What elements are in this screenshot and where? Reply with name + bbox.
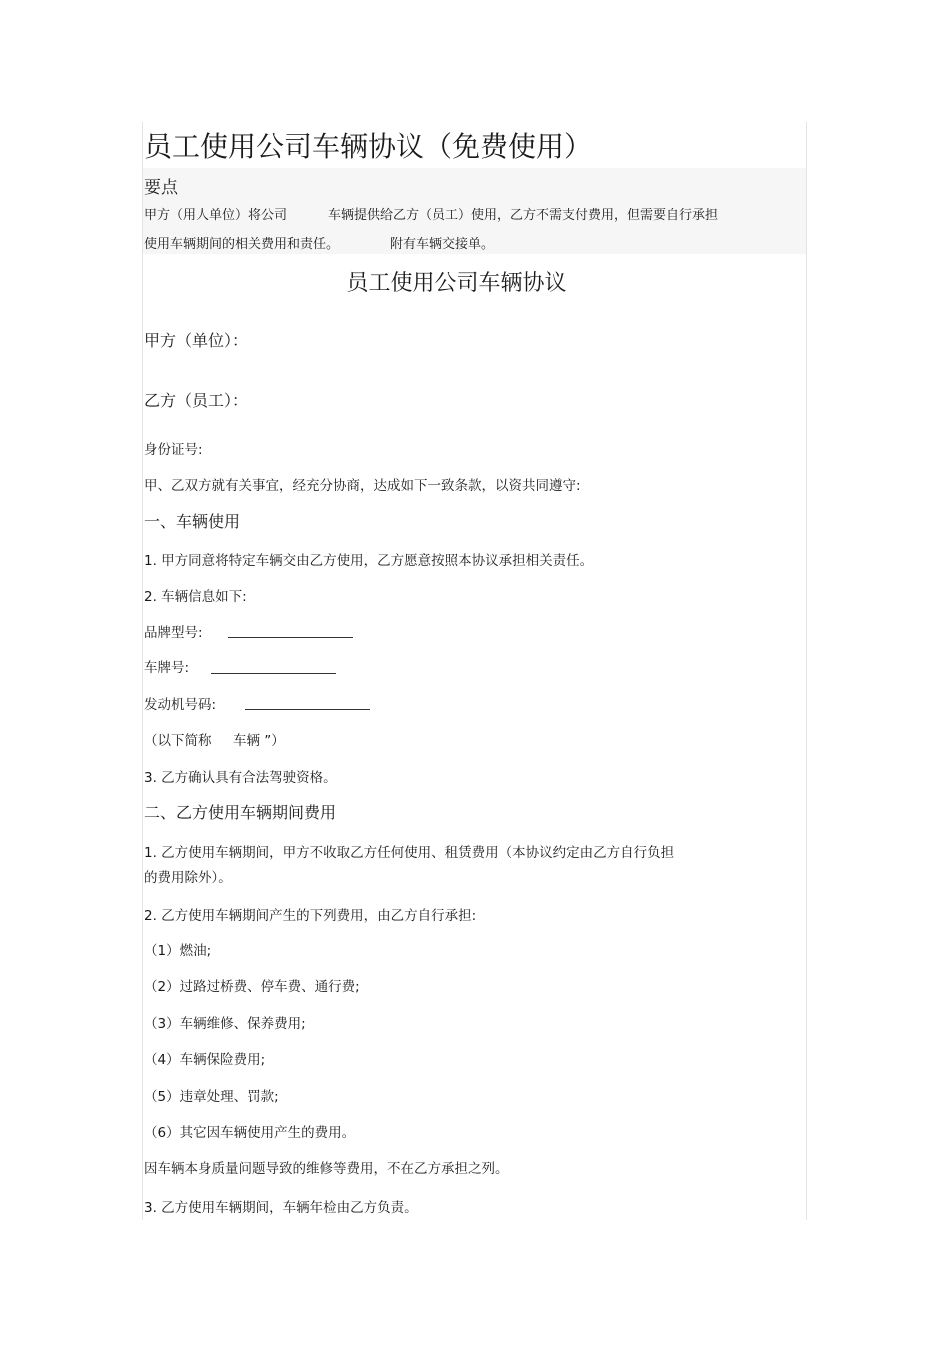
section2-item1-line1: 1. 乙方使用车辆期间，甲方不收取乙方任何使用、租赁费用（本协议约定由乙方自行负担	[144, 845, 675, 861]
party-b-label: 乙方（员工）：	[144, 391, 249, 410]
summary-line2-part1: 使用车辆期间的相关费用和责任。	[144, 237, 340, 252]
agreement-subtitle: 员工使用公司车辆协议	[346, 271, 567, 296]
plate-number-label: 车牌号:	[144, 660, 190, 676]
engine-number-blank	[245, 709, 370, 710]
document-title: 员工使用公司车辆协议（免费使用）	[144, 130, 593, 163]
section2-item3: 3. 乙方使用车辆期间，车辆年检由乙方负责。	[144, 1200, 418, 1216]
fee-item: （2）过路过桥费、停车费、通行费;	[144, 979, 360, 995]
section1-item2: 2. 车辆信息如下:	[144, 589, 247, 605]
party-a-label: 甲方（单位）：	[144, 331, 249, 350]
section2-item1-line2: 的费用除外）。	[144, 870, 232, 886]
intro-paragraph: 甲、乙双方就有关事宜，经充分协商，达成如下一致条款，以资共同遵守:	[144, 478, 581, 494]
abbreviation-note-part1: （以下简称	[144, 733, 212, 749]
plate-number-blank	[211, 673, 336, 674]
section2-heading: 二、乙方使用车辆期间费用	[144, 803, 337, 822]
brand-model-label: 品牌型号:	[144, 625, 203, 641]
fee-item: （1）燃油;	[144, 943, 212, 959]
fee-item: （4）车辆保险费用;	[144, 1052, 266, 1068]
exclusion-clause: 因车辆本身质量问题导致的维修等费用，不在乙方承担之列。	[144, 1161, 509, 1177]
summary-line2-part2: 附有车辆交接单。	[390, 237, 495, 252]
fee-item: （5）违章处理、罚款;	[144, 1089, 279, 1105]
brand-model-blank	[228, 637, 353, 638]
summary-line1-part2: 车辆提供给乙方（员工）使用，乙方不需支付费用，但需要自行承担	[328, 208, 719, 223]
fee-item: （3）车辆维修、保养费用;	[144, 1016, 306, 1032]
summary-line1-part1: 甲方（用人单位）将公司	[144, 208, 288, 223]
section1-heading: 一、车辆使用	[144, 512, 241, 531]
section1-item1: 1. 甲方同意将特定车辆交由乙方使用，乙方愿意按照本协议承担相关责任。	[144, 553, 594, 569]
id-number-label: 身份证号:	[144, 442, 203, 458]
engine-number-label: 发动机号码:	[144, 697, 217, 713]
abbreviation-note-part2: 车辆 ”）	[233, 733, 285, 749]
section2-item2: 2. 乙方使用车辆期间产生的下列费用，由乙方自行承担:	[144, 908, 477, 924]
fee-item: （6）其它因车辆使用产生的费用。	[144, 1125, 356, 1141]
summary-heading: 要点	[144, 178, 178, 198]
section1-item3: 3. 乙方确认具有合法驾驶资格。	[144, 770, 337, 786]
